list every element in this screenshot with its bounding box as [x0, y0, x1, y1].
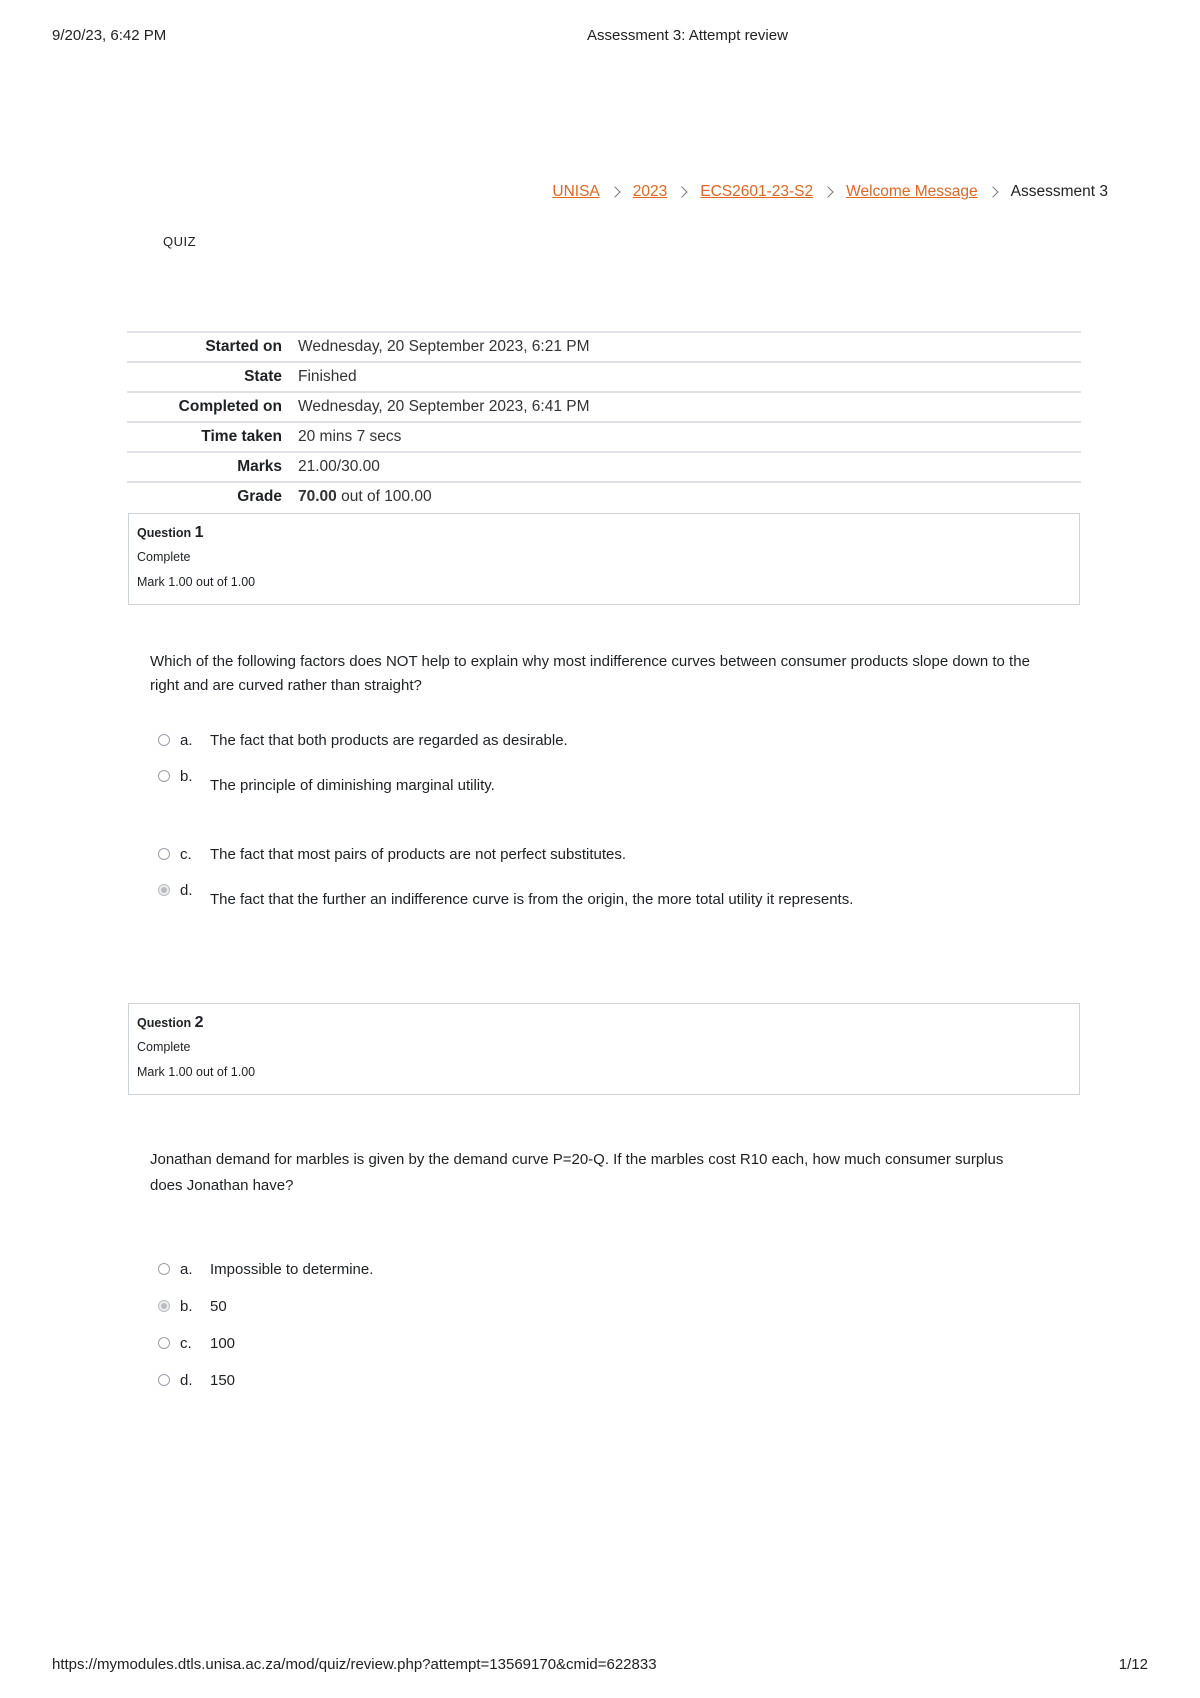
- answer-option[interactable]: [158, 882, 853, 908]
- print-url: https://mymodules.dtls.unisa.ac.za/mod/quiz/review.php?attempt=13569170&cmid=622833: [52, 1656, 657, 1673]
- answer-option[interactable]: [158, 732, 568, 749]
- quiz-label: QUIZ: [163, 234, 197, 249]
- grade-out-of: out of 100.00: [336, 488, 432, 505]
- summary-label: Completed on: [178, 398, 282, 415]
- answer-option[interactable]: [158, 1298, 227, 1315]
- question-number: Question 1: [137, 524, 204, 541]
- option-letter: a.: [180, 732, 193, 749]
- chevron-right-icon: [677, 186, 688, 197]
- summary-value: 20 mins 7 secs: [298, 428, 402, 445]
- question-info-box: [128, 513, 1080, 605]
- summary-value: 21.00/30.00: [298, 458, 380, 475]
- summary-value: Finished: [298, 368, 357, 385]
- summary-label: State: [244, 368, 282, 385]
- option-letter: b.: [180, 768, 193, 785]
- option-letter: c.: [180, 1335, 192, 1352]
- chevron-right-icon: [609, 186, 620, 197]
- summary-value: [298, 482, 1081, 511]
- option-letter: b.: [180, 1298, 193, 1315]
- summary-label: Time taken: [201, 428, 282, 445]
- chevron-right-icon: [822, 186, 833, 197]
- option-letter: d.: [180, 1372, 193, 1389]
- answer-option[interactable]: [158, 1372, 235, 1389]
- radio-button[interactable]: [158, 770, 170, 782]
- radio-button[interactable]: [158, 1263, 170, 1275]
- radio-button[interactable]: [158, 734, 170, 746]
- question-text: Jonathan demand for marbles is given by the demand curve P=20-Q. If the marbles cost R10 each, how much consumer surplus does Jonathan have?: [150, 1151, 1004, 1194]
- question-mark: Mark 1.00 out of 1.00: [137, 575, 256, 589]
- summary-value: Wednesday, 20 September 2023, 6:21 PM: [298, 338, 590, 355]
- breadcrumb-link-year[interactable]: 2023: [632, 183, 668, 200]
- answer-option[interactable]: [158, 846, 626, 863]
- question-status: Complete: [137, 1040, 191, 1054]
- question-status: Complete: [137, 550, 191, 564]
- summary-label: Grade: [237, 488, 282, 505]
- radio-button-selected[interactable]: [158, 1300, 170, 1312]
- answer-option[interactable]: [158, 1261, 373, 1278]
- option-text: Impossible to determine.: [210, 1261, 374, 1278]
- radio-button-selected[interactable]: [158, 884, 170, 896]
- summary-row-marks: [127, 452, 1081, 482]
- summary-label: Marks: [237, 458, 282, 475]
- radio-button[interactable]: [158, 1337, 170, 1349]
- breadcrumb-link-unisa[interactable]: UNISA: [552, 183, 600, 200]
- question-text: Which of the following factors does NOT help to explain why most indifference curves between consumer products slope down to the right and are curved rather than straight?: [150, 653, 1030, 694]
- summary-row-completed: [127, 392, 1081, 422]
- question-mark: Mark 1.00 out of 1.00: [137, 1065, 256, 1079]
- option-letter: d.: [180, 882, 193, 899]
- option-text: The principle of diminishing marginal utility.: [210, 777, 495, 794]
- radio-button[interactable]: [158, 1374, 170, 1386]
- chevron-right-icon: [987, 186, 998, 197]
- breadcrumb-link-course[interactable]: ECS2601-23-S2: [700, 183, 814, 200]
- print-page-number: 1/12: [1118, 1656, 1148, 1673]
- option-text: 50: [210, 1298, 227, 1315]
- grade-value: 70.00: [298, 488, 337, 505]
- option-text: 150: [210, 1372, 236, 1389]
- option-text: The fact that both products are regarded as desirable.: [210, 732, 568, 749]
- breadcrumb-current: Assessment 3: [1010, 183, 1108, 200]
- attempt-summary-table: [127, 331, 1081, 511]
- summary-row-started: [127, 332, 1081, 362]
- option-letter: c.: [180, 846, 192, 863]
- print-page-title: Assessment 3: Attempt review: [587, 27, 788, 44]
- breadcrumb-link-welcome[interactable]: Welcome Message: [846, 183, 978, 200]
- option-text: The fact that most pairs of products are not perfect substitutes.: [210, 846, 627, 863]
- option-letter: a.: [180, 1261, 193, 1278]
- answer-option[interactable]: [158, 768, 495, 794]
- summary-value: Wednesday, 20 September 2023, 6:41 PM: [298, 398, 590, 415]
- summary-row-grade: [127, 482, 1081, 511]
- summary-row-time-taken: [127, 422, 1081, 452]
- summary-row-state: [127, 362, 1081, 392]
- option-text: The fact that the further an indifference curve is from the origin, the more total utility it represents.: [210, 891, 854, 908]
- radio-button[interactable]: [158, 848, 170, 860]
- breadcrumb: [552, 183, 1108, 201]
- answer-option[interactable]: [158, 1335, 235, 1352]
- summary-label: Started on: [205, 338, 282, 355]
- question-info-box: [128, 1003, 1080, 1095]
- question-number: Question 2: [137, 1014, 204, 1031]
- print-datetime: 9/20/23, 6:42 PM: [52, 27, 167, 44]
- option-text: 100: [210, 1335, 236, 1352]
